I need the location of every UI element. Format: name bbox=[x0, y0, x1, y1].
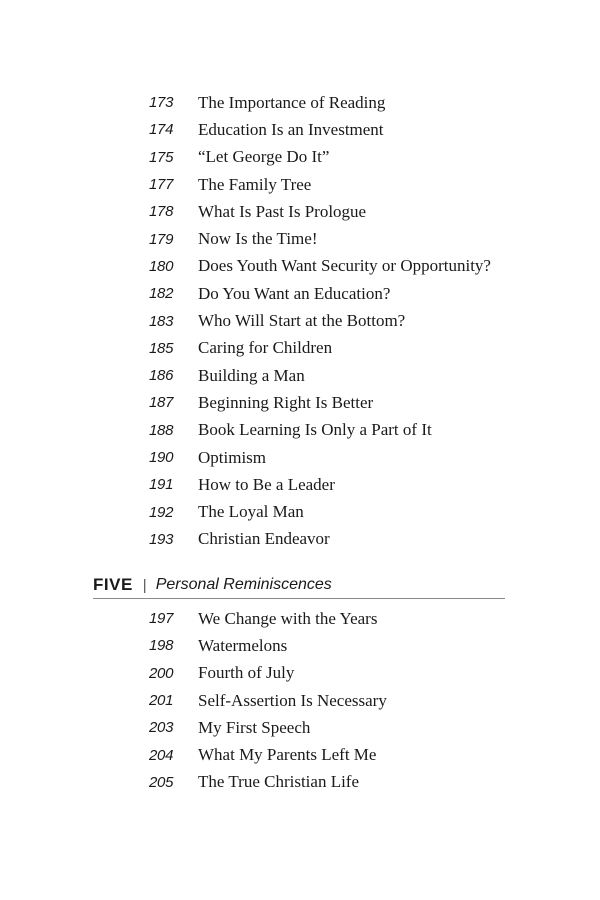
toc-entry[interactable] bbox=[149, 417, 529, 444]
toc-entry[interactable] bbox=[149, 307, 529, 334]
toc-page-number: 190 bbox=[149, 449, 174, 466]
toc-page-number: 185 bbox=[149, 339, 174, 357]
toc-page-number: 177 bbox=[149, 176, 174, 194]
toc-entry-title: We Change with the Years bbox=[198, 608, 378, 628]
toc-entry-title: What My Parents Left Me bbox=[198, 745, 377, 765]
toc-page-number: 201 bbox=[149, 692, 174, 710]
toc-entry[interactable] bbox=[149, 335, 529, 362]
toc-entry-list bbox=[149, 89, 529, 553]
toc-entry-title: Book Learning Is Only a Part of It bbox=[198, 420, 432, 440]
toc-entry-list bbox=[149, 605, 529, 796]
toc-entry[interactable] bbox=[149, 89, 529, 116]
toc-page-number: 193 bbox=[149, 530, 174, 548]
toc-entry[interactable] bbox=[149, 632, 529, 659]
toc-entry[interactable] bbox=[149, 362, 529, 389]
toc-entry-title: Do You Want an Education? bbox=[198, 283, 391, 303]
toc-entry[interactable] bbox=[149, 498, 529, 525]
toc-entry[interactable] bbox=[149, 116, 529, 143]
toc-entry[interactable] bbox=[149, 225, 529, 252]
toc-entry[interactable] bbox=[149, 687, 529, 714]
toc-page-number: 183 bbox=[149, 312, 174, 330]
toc-entry[interactable] bbox=[149, 198, 529, 225]
toc-entry[interactable] bbox=[149, 605, 529, 632]
toc-page-number: 198 bbox=[149, 637, 174, 655]
toc-entry-title: Does Youth Want Security or Opportunity? bbox=[198, 256, 491, 276]
toc-entry-title: Fourth of July bbox=[198, 663, 295, 683]
toc-entry[interactable] bbox=[149, 471, 529, 498]
toc-entry-title: Who Will Start at the Bottom? bbox=[198, 311, 406, 331]
toc-entry-title: How to Be a Leader bbox=[198, 474, 335, 494]
toc-entry-title: The Family Tree bbox=[198, 174, 312, 194]
toc-page-number: 180 bbox=[149, 257, 174, 275]
toc-entry-title: Caring for Children bbox=[198, 338, 333, 358]
toc-entry[interactable] bbox=[149, 526, 529, 553]
toc-entry[interactable] bbox=[149, 253, 529, 280]
chapter-separator: | bbox=[142, 576, 147, 594]
toc-page-number: 197 bbox=[149, 610, 174, 628]
toc-page-number: 203 bbox=[149, 719, 174, 737]
toc-page-number: 204 bbox=[149, 746, 174, 764]
toc-entry-title: The True Christian Life bbox=[198, 772, 360, 792]
toc-entry[interactable] bbox=[149, 714, 529, 741]
toc-entry[interactable] bbox=[149, 144, 529, 171]
toc-page-number: 178 bbox=[149, 203, 174, 221]
toc-entry-title: Building a Man bbox=[198, 365, 305, 385]
toc-entry-title: Optimism bbox=[198, 447, 267, 467]
toc-entry[interactable] bbox=[149, 171, 529, 198]
toc-page-number: 174 bbox=[149, 121, 174, 139]
toc-entry[interactable] bbox=[149, 280, 529, 307]
toc-entry-title: Self-Assertion Is Necessary bbox=[198, 690, 387, 710]
toc-page-number: 200 bbox=[149, 664, 174, 682]
toc-entry-title: Now Is the Time! bbox=[198, 229, 318, 249]
toc-entry[interactable] bbox=[149, 660, 529, 687]
toc-entry-title: The Loyal Man bbox=[198, 502, 304, 522]
chapter-heading[interactable] bbox=[93, 572, 505, 599]
toc-entry[interactable] bbox=[149, 769, 529, 796]
toc-entry-title: Christian Endeavor bbox=[198, 529, 330, 549]
toc-entry[interactable] bbox=[149, 741, 529, 768]
toc-entry-title: “Let George Do It” bbox=[198, 147, 330, 167]
toc-page-number: 173 bbox=[149, 94, 174, 112]
toc-page-number: 187 bbox=[149, 394, 174, 412]
toc-page-number: 186 bbox=[149, 367, 174, 385]
toc-entry[interactable] bbox=[149, 444, 529, 471]
toc-entry-title: What Is Past Is Prologue bbox=[198, 201, 367, 221]
toc-entry-title: My First Speech bbox=[198, 717, 311, 737]
toc-entry-title: Education Is an Investment bbox=[198, 119, 384, 139]
chapter-number: FIVE bbox=[93, 575, 133, 594]
toc-page-number: 205 bbox=[149, 773, 174, 791]
toc-entry-title: Beginning Right Is Better bbox=[198, 392, 374, 412]
toc-page-number: 188 bbox=[149, 421, 174, 439]
toc-page-number: 175 bbox=[149, 148, 174, 166]
toc-entry-title: The Importance of Reading bbox=[198, 92, 386, 112]
toc-entry-title: Watermelons bbox=[198, 635, 288, 655]
toc-page-number: 179 bbox=[149, 230, 174, 248]
toc-entry[interactable] bbox=[149, 389, 529, 416]
chapter-title: Personal Reminiscences bbox=[155, 576, 332, 593]
toc-page-number: 191 bbox=[149, 476, 174, 494]
toc-page-number: 192 bbox=[149, 503, 174, 521]
toc-page-number: 182 bbox=[149, 285, 174, 303]
